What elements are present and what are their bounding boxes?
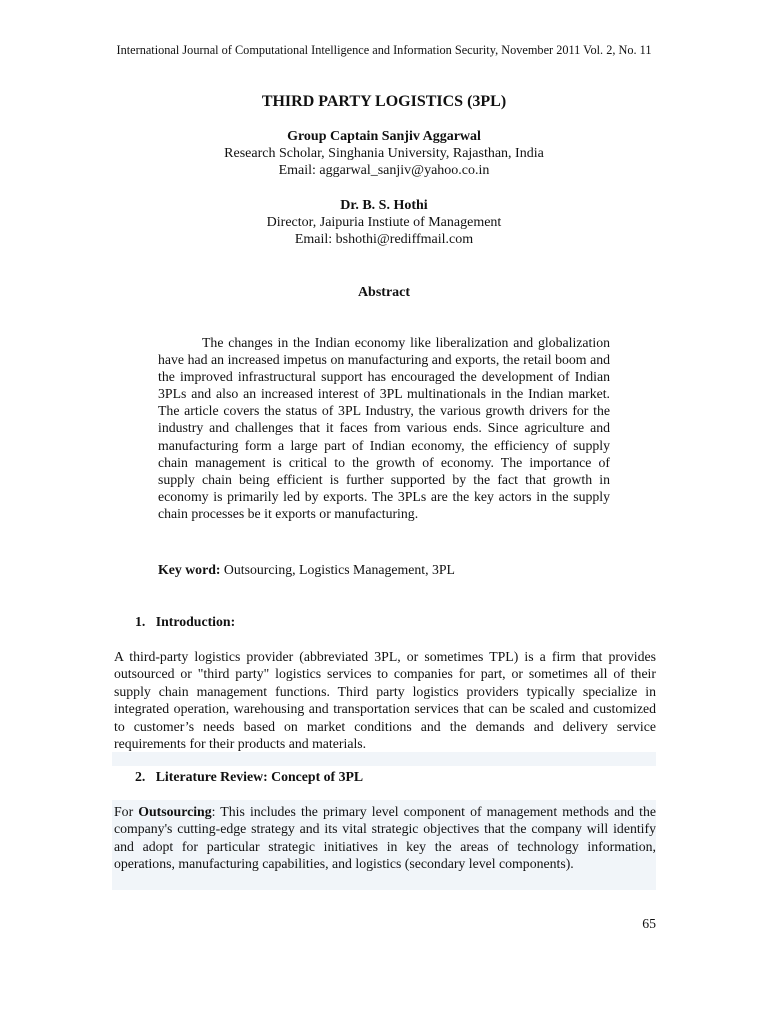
author-email: Email: aggarwal_sanjiv@yahoo.co.in: [278, 163, 490, 178]
author-name: Dr. B. S. Hothi: [340, 198, 428, 213]
author-affiliation: Research Scholar, Singhania University, Rajasthan, India: [224, 146, 544, 161]
author-affiliation: Director, Jaipuria Instiute of Management: [266, 215, 502, 230]
keywords-label: Key word:: [158, 562, 221, 577]
outsourcing-term: Outsourcing: [138, 804, 212, 819]
section-heading-literature-review: 2. Literature Review: Concept of 3PL: [135, 769, 364, 784]
author-block-2: [0, 197, 768, 248]
paragraph-lead: For: [114, 804, 139, 819]
highlight-band: [112, 752, 656, 766]
author-name: Group Captain Sanjiv Aggarwal: [287, 129, 481, 144]
paragraph-body: : This includes the primary level component of management methods and the company's cutting-edge strategy and its vital strategic objectives that the company will identify and adopt for particular strategic initiatives in key the areas of technology information, operations, manufacturing capabilities, and logistics (secondary level components).: [114, 804, 656, 872]
section-heading-introduction: 1. Introduction:: [135, 614, 236, 629]
abstract-heading: Abstract: [357, 285, 411, 300]
abstract-body: The changes in the Indian economy like liberalization and globalization have had an increased impetus on manufacturing and exports, the retail boom and the improved infrastructural support has encouraged the development of Indian 3PLs and also an increased interest of 3PL multinationals in the Indian market. The article covers the status of 3PL Industry, the various growth drivers for the industry and challenges that it faces from various ends. Since agriculture and manufacturing form a large part of Indian economy, the efficiency of supply chain management is critical to the growth of economy. The importance of supply chain being efficient is further supported by the fact that growth in economy is primarily led by exports. The 3PLs are the key actors in the supply chain processes be it exports or manufacturing.: [158, 335, 610, 521]
outsourcing-paragraph: [114, 803, 656, 873]
keywords-line: [158, 561, 610, 578]
introduction-paragraph: A third-party logistics provider (abbreviated 3PL, or sometimes TPL) is a firm that provides outsourced or "third party" logistics services to companies for part, or sometimes all of their supply chain management functions. Third party logistics providers typically specialize in integrated operation, warehousing and transportation services that can be scaled and customized to customer’s needs based on market conditions and the demands and delivery service requirements for their products and materials.: [114, 649, 656, 752]
author-block-1: [0, 128, 768, 179]
running-header: International Journal of Computational Intelligence and Information Security, November 2011 Vol. 2, No. 11: [116, 43, 652, 57]
page-number: 65: [642, 916, 656, 931]
paper-title: THIRD PARTY LOGISTICS (3PL): [261, 93, 507, 110]
author-email: Email: bshothi@rediffmail.com: [294, 232, 474, 247]
keywords-value: Outsourcing, Logistics Management, 3PL: [220, 562, 455, 577]
